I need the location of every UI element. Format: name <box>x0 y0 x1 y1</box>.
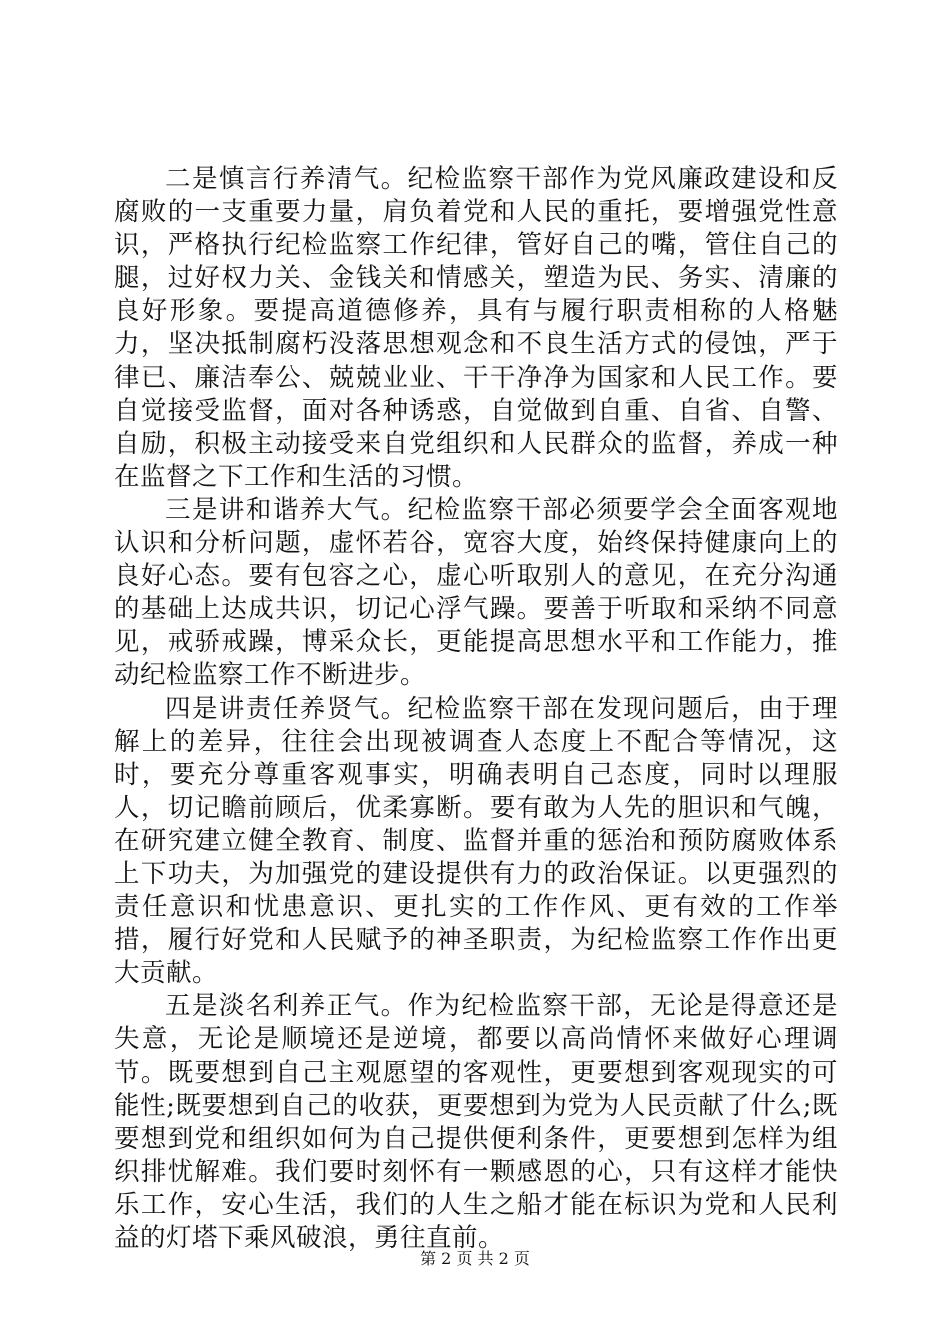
paragraph-harmony: 三是讲和谐养大气。纪检监察干部必须要学会全面客观地认识和分析问题，虚怀若谷，宽容大度，始终保持健康向上的良好心态。要有包容之心，虚心听取别人的意见，在充分沟通的基础上达成共识，切记心浮气躁。要善于听取和采纳不同意见，戒骄戒躁，博采众长，更能提高思想水平和工作能力，推动纪检监察工作不断进步。 <box>114 494 838 691</box>
paragraph-caution: 二是慎言行养清气。纪检监察干部作为党风廉政建设和反腐败的一支重要力量，肩负着党和人民的重托，要增强党性意识，严格执行纪检监察工作纪律，管好自己的嘴，管住自己的腿，过好权力关、金钱关和情感关，塑造为民、务实、清廉的良好形象。要提高道德修养，具有与履行职责相称的人格魅力，坚决抵制腐朽没落思想观念和不良生活方式的侵蚀，严于律已、廉洁奉公、兢兢业业、干干净净为国家和人民工作。要自觉接受监督，面对各种诱惑，自觉做到自重、自省、自警、自励，积极主动接受来自党组织和人民群众的监督，养成一种在监督之下工作和生活的习惯。 <box>114 164 838 492</box>
paragraph-responsibility: 四是讲责任养贤气。纪检监察干部在发现问题后，由于理解上的差异，往往会出现被调查人态度上不配合等情况，这时，要充分尊重客观事实，明确表明自己态度，同时以理服人，切记瞻前顾后，优柔寡断。要有敢为人先的胆识和气魄，在研究建立健全教育、制度、监督并重的惩治和预防腐败体系上下功夫，为加强党的建设提供有力的政治保证。以更强烈的责任意识和忧患意识、更扎实的工作作风、更有效的工作举措，履行好党和人民赋予的神圣职责，为纪检监察工作作出更大贡献。 <box>114 693 838 989</box>
document-body <box>114 163 838 1255</box>
page-number-footer: 第 2 页 共 2 页 <box>420 1249 530 1268</box>
paragraph-integrity: 五是淡名利养正气。作为纪检监察干部，无论是得意还是失意，无论是顺境还是逆境，都要以高尚情怀来做好心理调节。既要想到自己主观愿望的客观性，更要想到客观现实的可能性;既要想到自己的收获，更要想到为党为人民贡献了什么;既要想到党和组织如何为自己提供便利条件，更要想到怎样为组织排忧解难。我们要时刻怀有一颗感恩的心，只有这样才能快乐工作，安心生活，我们的人生之船才能在标识为党和人民利益的灯塔下乘风破浪，勇往直前。 <box>114 991 838 1253</box>
